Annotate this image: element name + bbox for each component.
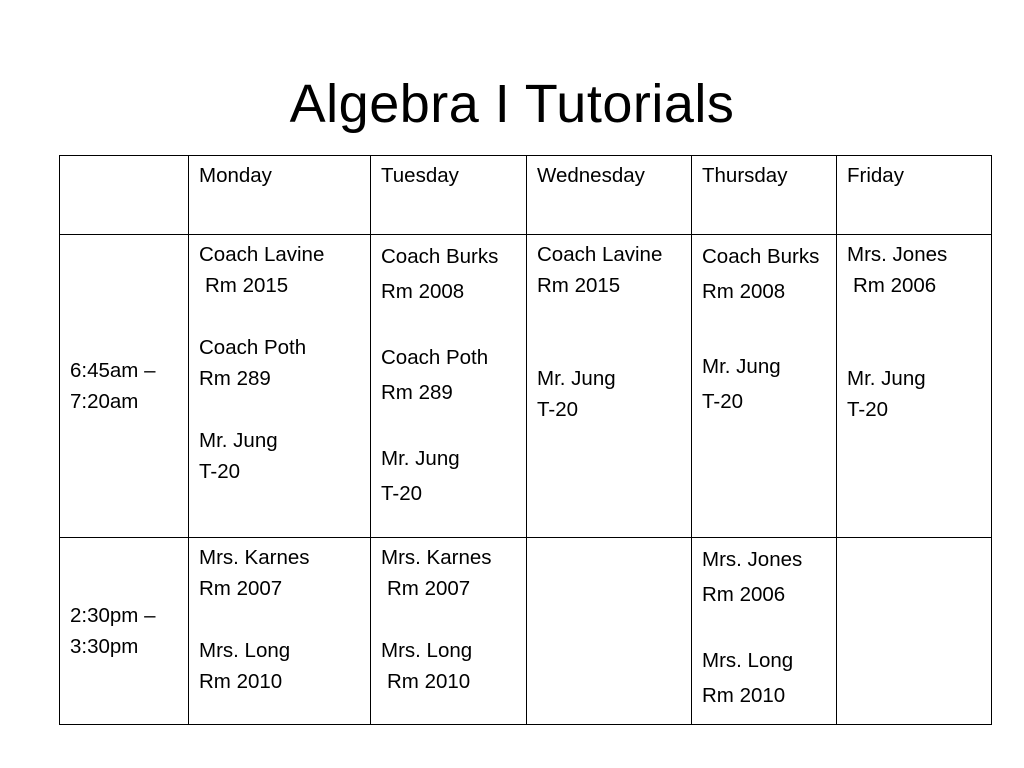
tutor-room: Rm 2010 bbox=[702, 684, 786, 707]
tutor-room: T-20 bbox=[381, 482, 423, 505]
tutor-room: Rm 2006 bbox=[853, 274, 937, 297]
tutor-room: Rm 2010 bbox=[199, 670, 283, 693]
header-wednesday: Wednesday bbox=[527, 156, 692, 235]
tutor-name: Coach Poth bbox=[381, 346, 489, 369]
tutor-name: Mr. Jung bbox=[847, 367, 926, 390]
tutor-name: Coach Lavine bbox=[199, 243, 325, 266]
cell-thursday-afternoon bbox=[692, 538, 837, 725]
cell-monday-morning bbox=[189, 235, 371, 538]
time-slot-morning: 6:45am – 7:20am bbox=[60, 235, 189, 538]
tutor-room: Rm 2007 bbox=[387, 577, 471, 600]
cell-tuesday-afternoon bbox=[371, 538, 527, 725]
tutor-room: T-20 bbox=[199, 460, 241, 483]
tutor-room: T-20 bbox=[847, 398, 889, 421]
cell-wednesday-afternoon bbox=[527, 538, 692, 725]
table-row-morning bbox=[60, 235, 992, 538]
cell-friday-afternoon bbox=[837, 538, 992, 725]
tutor-name: Mr. Jung bbox=[381, 447, 460, 470]
tutor-room: Rm 2010 bbox=[387, 670, 471, 693]
cell-friday-morning bbox=[837, 235, 992, 538]
tutor-room: Rm 2006 bbox=[702, 583, 786, 606]
cell-wednesday-morning bbox=[527, 235, 692, 538]
tutor-name: Mrs. Jones bbox=[702, 548, 803, 571]
header-monday: Monday bbox=[189, 156, 371, 235]
time-slot-afternoon: 2:30pm – 3:30pm bbox=[60, 538, 189, 725]
tutor-name: Coach Burks bbox=[702, 245, 820, 268]
tutor-name: Mr. Jung bbox=[537, 367, 616, 390]
tutor-room: Rm 2015 bbox=[537, 274, 621, 297]
tutor-name: Mrs. Long bbox=[199, 639, 291, 662]
cell-tuesday-morning bbox=[371, 235, 527, 538]
tutor-name: Mr. Jung bbox=[702, 355, 781, 378]
header-thursday: Thursday bbox=[692, 156, 837, 235]
tutor-room: Rm 289 bbox=[199, 367, 271, 390]
tutor-room: Rm 2008 bbox=[381, 280, 465, 303]
tutor-name: Mr. Jung bbox=[199, 429, 278, 452]
tutorial-schedule-table bbox=[59, 155, 992, 725]
tutor-name: Mrs. Jones bbox=[847, 243, 948, 266]
tutor-name: Coach Lavine bbox=[537, 243, 663, 266]
header-friday: Friday bbox=[837, 156, 992, 235]
tutor-name: Mrs. Karnes bbox=[381, 546, 492, 569]
tutor-name: Mrs. Long bbox=[702, 649, 794, 672]
tutor-room: Rm 289 bbox=[381, 381, 453, 404]
table-row-afternoon bbox=[60, 538, 992, 725]
tutor-room: Rm 2007 bbox=[199, 577, 283, 600]
tutor-name: Coach Poth bbox=[199, 336, 307, 359]
tutor-room: Rm 2015 bbox=[205, 274, 289, 297]
header-corner-cell bbox=[60, 156, 189, 235]
cell-thursday-morning bbox=[692, 235, 837, 538]
tutor-name: Mrs. Karnes bbox=[199, 546, 310, 569]
page-title: Algebra I Tutorials bbox=[289, 74, 735, 134]
tutor-name: Mrs. Long bbox=[381, 639, 473, 662]
cell-monday-afternoon bbox=[189, 538, 371, 725]
tutor-name: Coach Burks bbox=[381, 245, 499, 268]
tutor-room: Rm 2008 bbox=[702, 280, 786, 303]
header-row bbox=[60, 156, 992, 235]
tutor-room: T-20 bbox=[702, 390, 744, 413]
tutor-room: T-20 bbox=[537, 398, 579, 421]
header-tuesday: Tuesday bbox=[371, 156, 527, 235]
